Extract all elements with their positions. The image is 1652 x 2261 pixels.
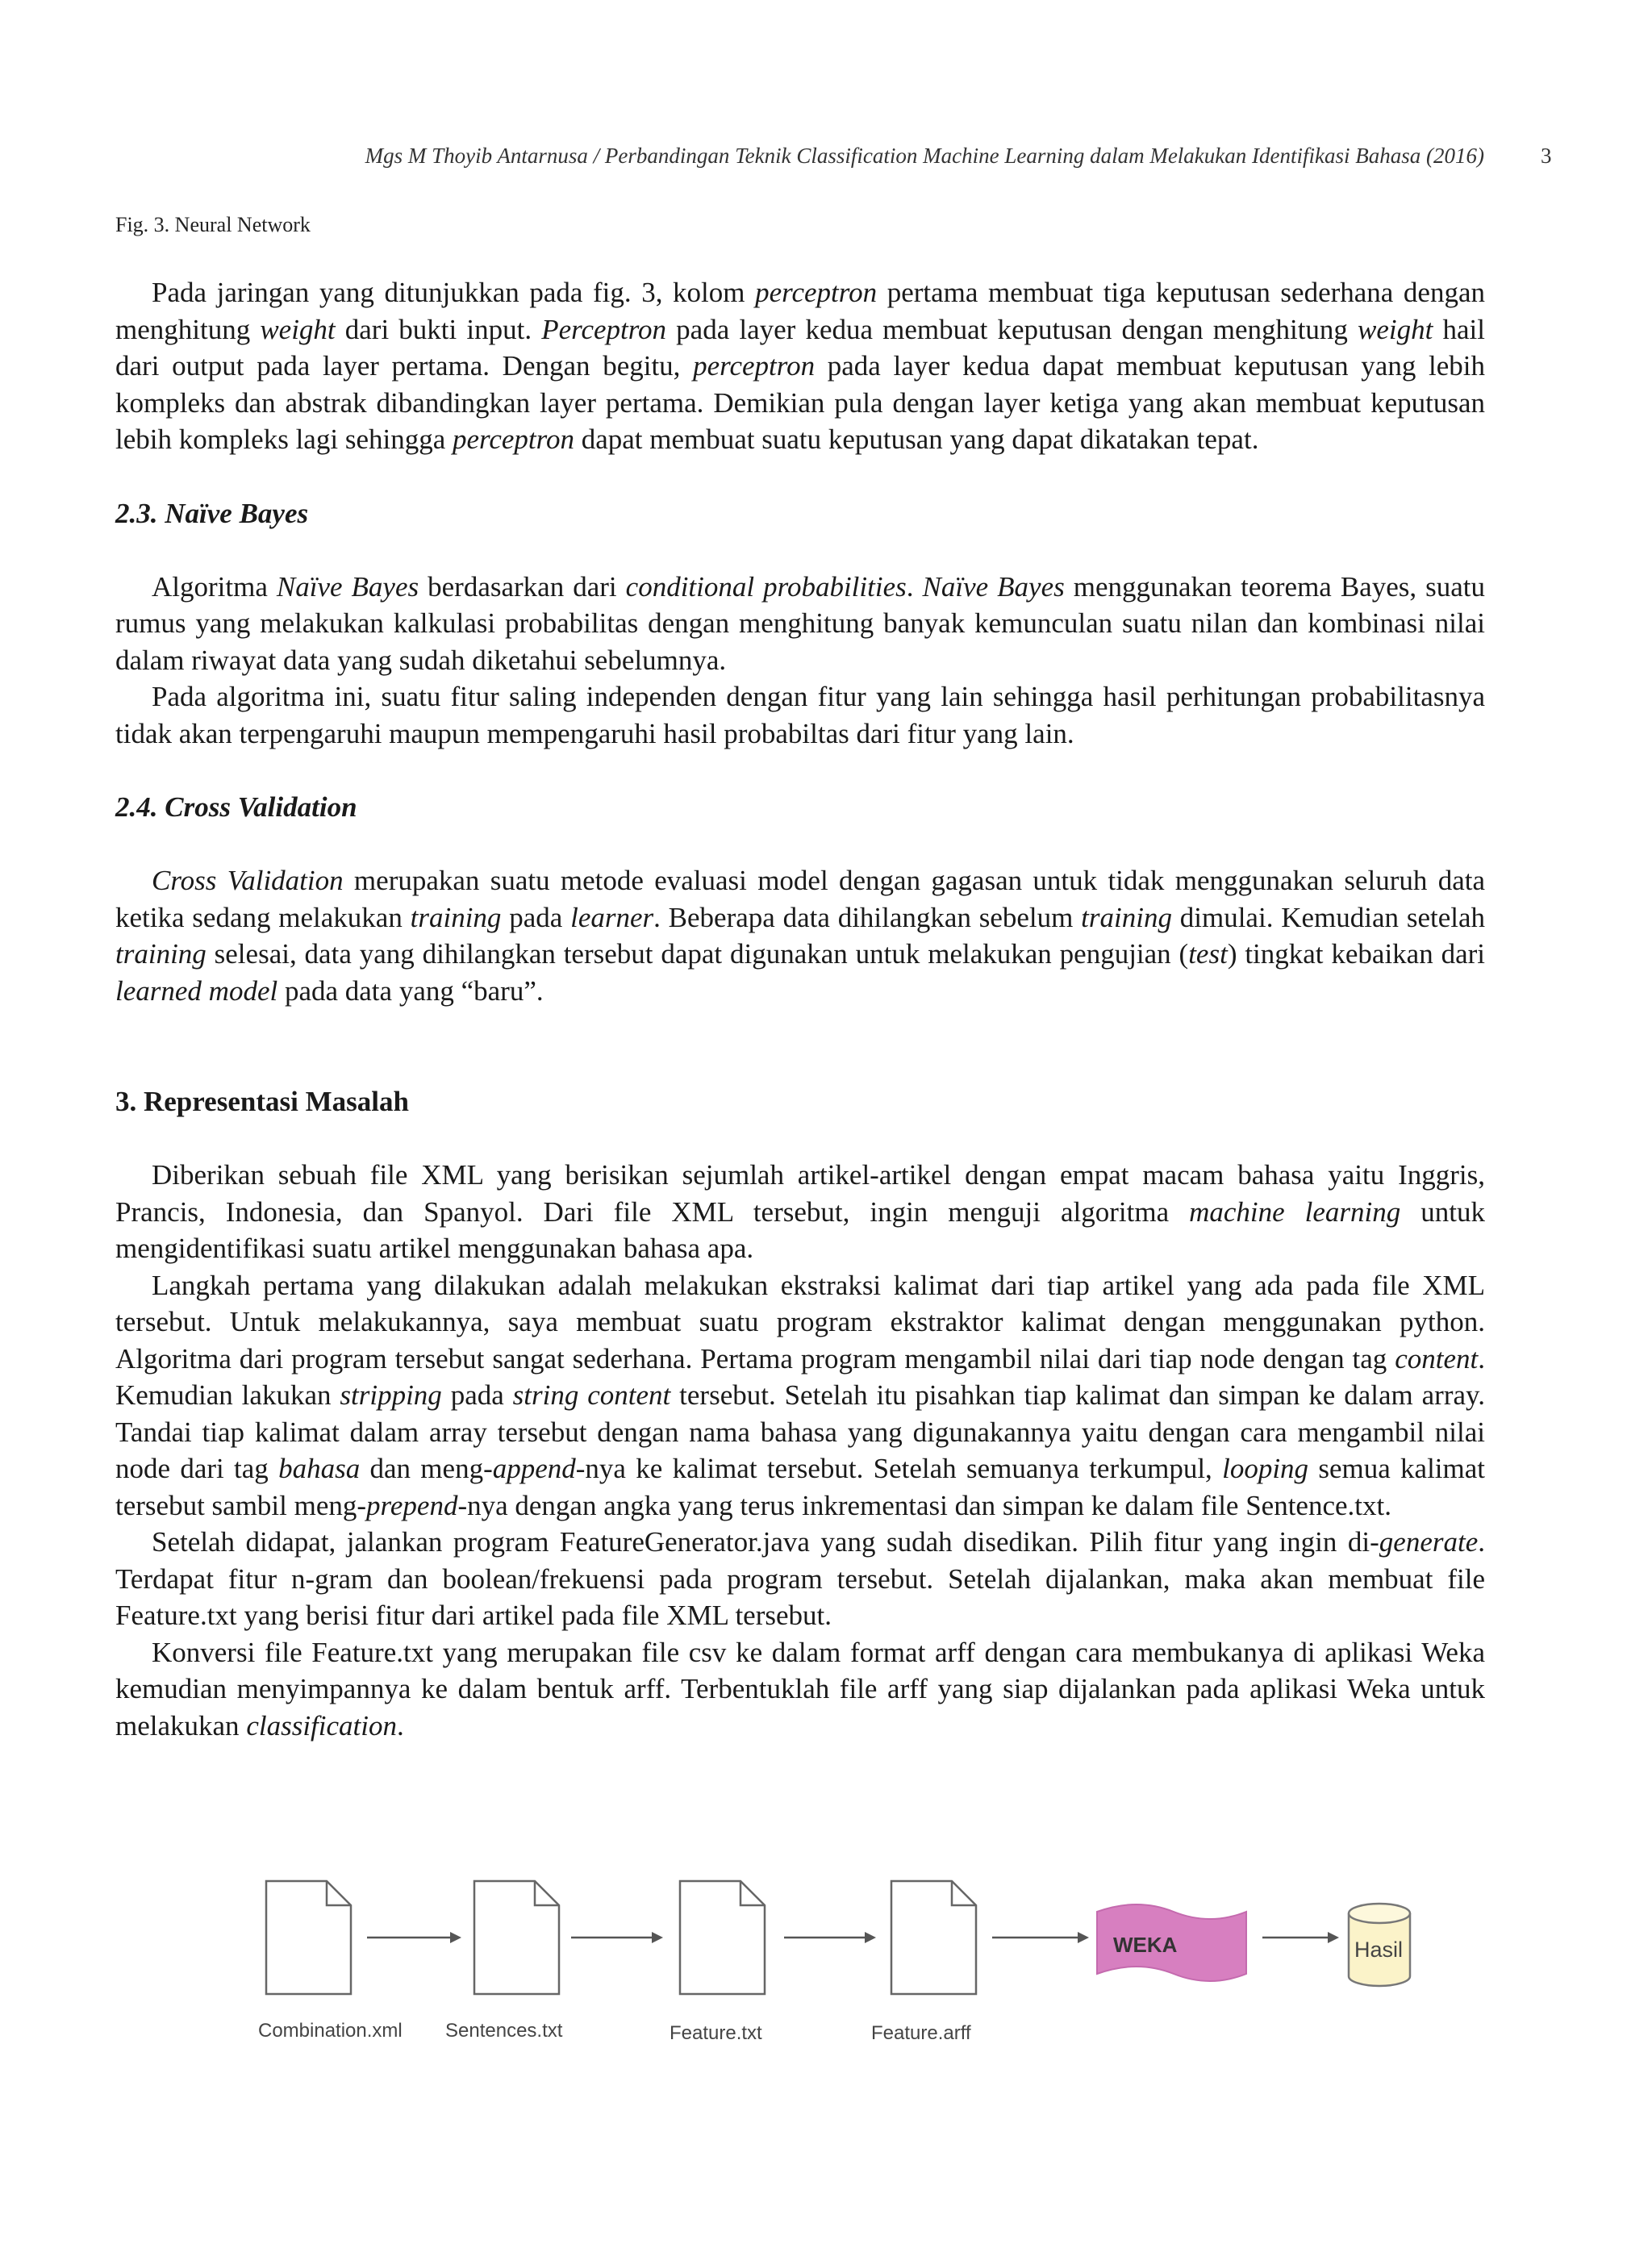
- paragraph-naive-bayes-2: Pada algoritma ini, suatu fitur saling independen dengan fitur yang lain sehingga hasil perhitungan probabilitasnya tidak akan terpengaruhi maupun mempengaruhi hasil probabiltas dari fitur yang lain.: [115, 681, 1485, 749]
- body-text: [115, 274, 1485, 1744]
- flow-label-feature-txt: Feature.txt: [670, 2022, 762, 2044]
- process-flow-svg: [242, 1873, 1452, 2059]
- document-icon: [680, 1881, 765, 1994]
- section-heading-representasi: 3. Representasi Masalah: [115, 1086, 409, 1117]
- paragraph-neural-network: Pada jaringan yang ditunjukkan pada fig. 3, kolom perceptron pertama membuat tiga keputusan sederhana dengan menghitung weight dari bukti input. Perceptron pada layer kedua membuat keputusan dengan menghitung weight hail dari output pada layer pertama. Dengan begitu, perceptron pada layer kedua dapat membuat keputusan yang lebih kompleks dan abstrak dibandingkan layer pertama. Demikian pula dengan layer ketiga yang akan membuat keputusan lebih kompleks lagi sehingga perceptron dapat membuat suatu keputusan yang dapat dikatakan tepat.: [115, 277, 1485, 455]
- document-icon: [266, 1881, 351, 1994]
- running-head: Mgs M Thoyib Antarnusa / Perbandingan Teknik Classification Machine Learning dalam Melakukan Identifikasi Bahasa (2016): [365, 144, 1484, 168]
- arrow-right-icon: [571, 1932, 663, 1943]
- weka-label: WEKA: [1113, 1933, 1178, 1957]
- paragraph-representasi-3: Setelah didapat, jalankan program FeatureGenerator.java yang sudah disedikan. Pilih fitur yang ingin di-generate. Terdapat fitur n-gram dan boolean/frekuensi pada program tersebut. Setelah dijalankan, maka akan membuat file Feature.txt yang berisi fitur dari artikel pada file XML tersebut.: [115, 1526, 1485, 1631]
- paragraph-representasi-2: Langkah pertama yang dilakukan adalah melakukan ekstraksi kalimat dari tiap artikel yang ada pada file XML tersebut. Untuk melakukannya, saya membuat suatu program ekstraktor kalimat dengan menggunakan python. Algoritma dari program tersebut sangat sederhana. Pertama program mengambil nilai dari tiap node dengan tag content. Kemudian lakukan stripping pada string content tersebut. Setelah itu pisahkan tiap kalimat dan simpan ke dalam array. Tandai tiap kalimat dalam array tersebut dengan nama bahasa yang digunakannya yaitu dengan cara mengambil nilai node dari tag bahasa dan meng-append-nya ke kalimat tersebut. Setelah semuanya terkumpul, looping semua kalimat tersebut sambil meng-prepend-nya dengan angka yang terus inkrementasi dan simpan ke dalam file Sentence.txt.: [115, 1269, 1485, 1521]
- arrow-right-icon: [1262, 1932, 1339, 1943]
- flow-label-feature-arff: Feature.arff: [871, 2022, 971, 2044]
- arrow-right-icon: [992, 1932, 1089, 1943]
- figure-caption: Fig. 3. Neural Network: [115, 213, 311, 236]
- document-icon: [891, 1881, 976, 1994]
- arrow-right-icon: [367, 1932, 461, 1943]
- paragraph-naive-bayes-1: Algoritma Naïve Bayes berdasarkan dari conditional probabilities. Naïve Bayes menggunakan teorema Bayes, suatu rumus yang melakukan kalkulasi probabilitas dengan menghitung banyak kemunculan suatu nilan dan kombinasi nilai dalam riwayat data yang sudah diketahui sebelumnya.: [115, 570, 1486, 676]
- database-label: Hasil: [1354, 1938, 1404, 1962]
- process-flow-diagram: [242, 1873, 1452, 2059]
- flow-label-sentences: Sentences.txt: [445, 2020, 563, 2042]
- paragraph-representasi-4: Konversi file Feature.txt yang merupakan file csv ke dalam format arff dengan cara membukanya di aplikasi Weka kemudian menyimpannya ke dalam bentuk arff. Terbentuklah file arff yang siap dijalankan pada aplikasi Weka untuk melakukan classification.: [115, 1636, 1485, 1742]
- arrow-right-icon: [784, 1932, 876, 1943]
- document-icon: [474, 1881, 559, 1994]
- section-heading-cross-validation: 2.4. Cross Validation: [115, 791, 357, 823]
- page-number: 3: [1541, 144, 1552, 168]
- section-heading-naive-bayes: 2.3. Naïve Bayes: [115, 497, 309, 529]
- paragraph-representasi-1: Diberikan sebuah file XML yang berisikan sejumlah artikel-artikel dengan empat macam bahasa yaitu Inggris, Prancis, Indonesia, dan Spanyol. Dari file XML tersebut, ingin menguji algoritma machine learning untuk mengidentifikasi suatu artikel menggunakan bahasa apa.: [115, 1159, 1485, 1264]
- paragraph-cross-validation: Cross Validation merupakan suatu metode evaluasi model dengan gagasan untuk tidak menggunakan seluruh data ketika sedang melakukan training pada learner. Beberapa data dihilangkan sebelum training dimulai. Kemudian setelah training selesai, data yang dihilangkan tersebut dapat digunakan untuk melakukan pengujian (test) tingkat kebaikan dari learned model pada data yang “baru”.: [115, 865, 1485, 1007]
- flow-label-combination: Combination.xml: [258, 2020, 403, 2042]
